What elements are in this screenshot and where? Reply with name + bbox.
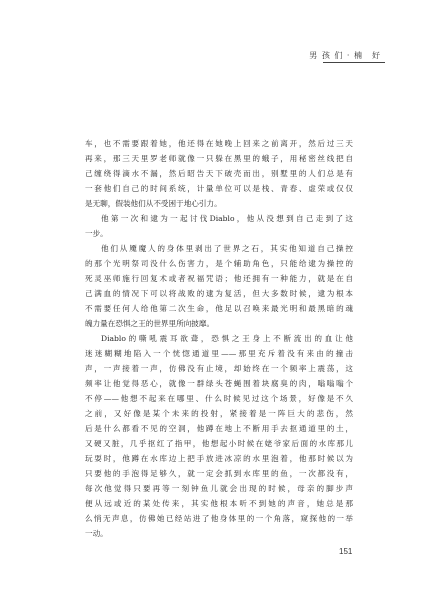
text-line: 死灵巫师施行回复术或者祝福咒语；他还拥有一种能力，就是在自 <box>85 274 353 283</box>
text-line: 只要他的手泡得足够久，就一定会抓到水库里的鱼，一次都没有， <box>85 469 353 478</box>
text-line: 不需要任何人给他第二次生命，他足以召唤来最光明和最黑暗的魂 <box>85 304 353 313</box>
text-line: 魄力量在恐惧之王的世界里所向披靡。 <box>85 319 215 328</box>
text-line: 一步。 <box>85 229 108 238</box>
text-line: 一动。 <box>85 529 108 538</box>
text-line: 声，一声接着一声，仿佛没有止境，却始终在一个频率上震荡，这 <box>85 364 353 373</box>
paragraph <box>85 136 353 211</box>
text-line: 的那个光明祭司没什么伤害力，是个辅助角色，只能给逮为操控的 <box>85 259 353 268</box>
text-line: Diablo的嘶吼震耳欲聋，恐惧之王身上不断流出的血让他 <box>101 334 353 343</box>
text-line: 他第一次和逮为一起讨伐Diablo，他从没想到自己走到了这 <box>101 214 353 223</box>
running-header: 男 孩 们 · 楠 好 <box>309 51 381 60</box>
paragraph <box>85 331 353 541</box>
text-line: 又硬又脏，几乎抠红了指甲，他想起小时候在姥爷家后面的水库那儿 <box>85 439 353 448</box>
paragraph <box>85 211 353 241</box>
page-number: 151 <box>339 547 353 556</box>
text-line: 己缠绕得滴水不漏，然后昭告天下破壳而出，别墅里的人们总是有 <box>85 169 353 178</box>
text-line: 玩耍时，他蹲在水库边上把手放进冰凉的水里泡着，他那时候以为 <box>85 454 353 463</box>
text-line: 便从远或近的某处传来，其实他根本听不到她的声音，她总是那 <box>85 499 353 508</box>
text-line: 己满血的情况下可以将战败的逮为复活，但大多数时候，逮为根本 <box>85 289 353 298</box>
text-line: 么悄无声息，仿佛她已经站进了他身体里的一个角落，窥探他的一举 <box>85 514 353 523</box>
text-line: 每次他觉得只要再等一刻钟鱼儿就会出现的时候，母亲的脚步声 <box>85 484 353 493</box>
body-text <box>85 136 353 541</box>
text-line: 他们从魇魔人的身体里剥出了世界之石，其实他知道自己操控 <box>101 244 353 253</box>
text-line: 一套他们自己的时间系统，计量单位可以是栈、青春、虚荣或仅仅 <box>85 184 353 193</box>
header-rule <box>323 62 385 63</box>
text-line: 后是什么都看不见的空洞，他蹲在地上不断用手去抠通道里的土， <box>85 424 353 433</box>
text-line: 之前，又好像是某个未来的投射，紧接着是一阵巨大的悲伤，然 <box>85 409 353 418</box>
text-line: 频率让他觉得恶心，就像一群绿头苍蝇围着块腐臭的肉，嗡嗡嗡个 <box>85 379 353 388</box>
text-line: 不停——他想不起来在哪里、什么时候见过这个场景，好像是不久 <box>85 394 353 403</box>
paragraph <box>85 241 353 331</box>
text-line: 车，也不需要跟着她，他还得在她晚上回来之前离开，然后过三天 <box>85 139 353 148</box>
text-line: 迷迷糊糊地陷入一个恍惚通道里——那里充斥着没有来由的撞击 <box>85 349 353 358</box>
text-line: 再来，那三天里罗老师就像一只躲在黑里的蛾子，用秘密丝线把自 <box>85 154 353 163</box>
text-line: 是无聊，假装他们从不受困于地心引力。 <box>85 199 222 208</box>
